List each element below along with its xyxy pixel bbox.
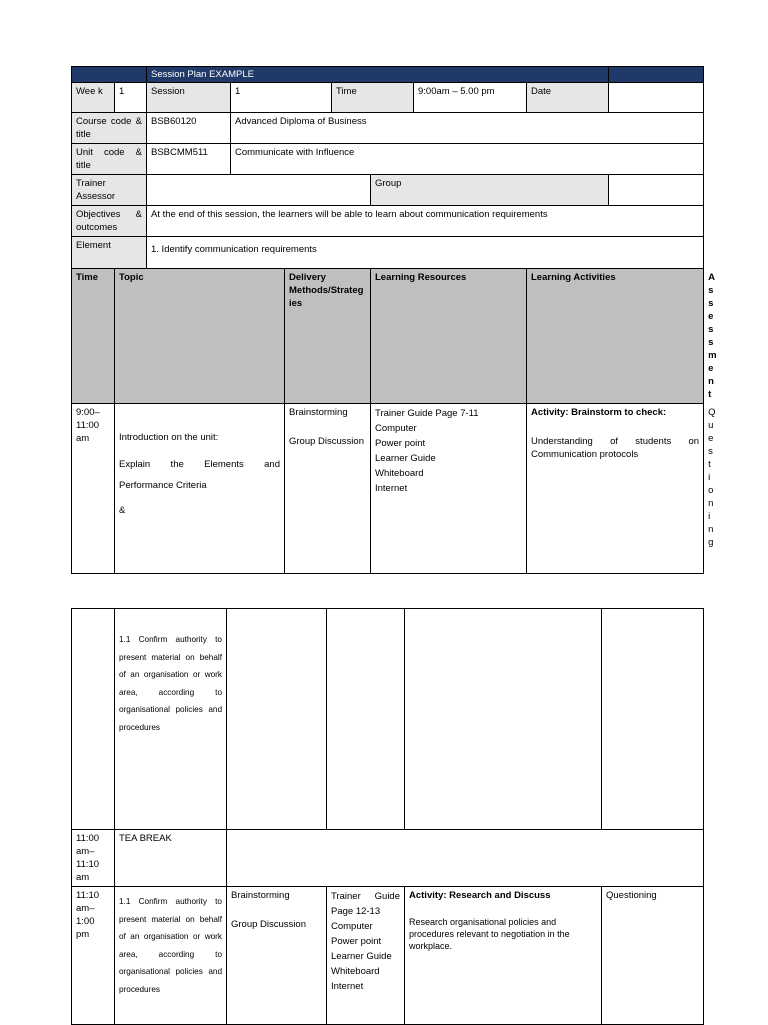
resource-item: Trainer Guide Page 7-11 — [375, 408, 479, 419]
week-row — [72, 83, 704, 113]
session-plan-table-bottom — [71, 608, 704, 1025]
unit-row — [72, 144, 704, 175]
resource-item: Learner Guide — [375, 453, 436, 464]
delivery-brainstorming: Brainstorming — [231, 890, 290, 901]
row1-resources — [371, 404, 527, 574]
group-value — [609, 175, 704, 206]
course-code: BSB60120 — [147, 113, 231, 144]
row3-topic: TEA BREAK — [115, 830, 227, 887]
unit-label: Unit code & title — [72, 144, 147, 175]
week-label: Wee k — [72, 83, 115, 113]
element-value: 1. Identify communication requirements — [147, 237, 704, 269]
topic-amp: & — [119, 505, 126, 516]
objectives-value: At the end of this session, the learners will be able to learn about communication requirements — [147, 206, 704, 237]
col-time: Time — [72, 269, 115, 404]
resource-item: Computer — [331, 921, 373, 932]
objectives-label: Objectives & outcomes — [72, 206, 147, 237]
row1-delivery — [285, 404, 371, 574]
col-activities: Learning Activities — [527, 269, 704, 404]
activity-text: Understanding of students on Communication protocols — [531, 436, 700, 460]
resource-item: Learner Guide — [331, 951, 392, 962]
row4-activities — [405, 887, 602, 1025]
objectives-row — [72, 206, 704, 237]
row1-time: 9:00– 11:00 am — [72, 404, 115, 574]
resource-item: Power point — [375, 438, 426, 449]
trainer-value — [147, 175, 371, 206]
session-plan-table-top — [71, 66, 717, 574]
row1-topic — [115, 404, 285, 574]
row4-delivery — [227, 887, 327, 1025]
table-row — [72, 609, 704, 830]
row1-activities — [527, 404, 704, 574]
row4-time: 11:10 am– 1:00 pm — [72, 887, 115, 1025]
delivery-group-discussion: Group Discussion — [231, 919, 306, 930]
activity-title: Activity: Brainstorm to check: — [531, 407, 667, 418]
session-label: Session — [147, 83, 231, 113]
resource-item: Whiteboard — [375, 468, 424, 479]
delivery-group-discussion: Group Discussion — [289, 436, 364, 447]
table-row — [72, 887, 704, 1025]
resource-item: Computer — [375, 423, 417, 434]
resource-item: Internet — [375, 483, 408, 494]
row4-resources — [327, 887, 405, 1025]
session-plan-title: Session Plan EXAMPLE — [147, 67, 609, 83]
row4-assessment: Questioning — [602, 887, 704, 1025]
unit-title: Communicate with Influence — [231, 144, 704, 175]
group-label: Group — [371, 175, 609, 206]
topic-explain: Explain the Elements and Performance Criteria — [119, 459, 280, 491]
course-label: Course code & title — [72, 113, 147, 144]
col-topic: Topic — [115, 269, 285, 404]
row3-time: 11:00 am– 11:10 am — [72, 830, 115, 887]
element-row — [72, 237, 704, 269]
trainer-label: Trainer Assessor — [72, 175, 147, 206]
date-label: Date — [527, 83, 609, 113]
resource-item: Whiteboard — [331, 966, 380, 977]
resource-item: Internet — [331, 981, 364, 992]
col-resources: Learning Resources — [371, 269, 527, 404]
col-delivery: Delivery Methods/Strategies — [285, 269, 371, 404]
table-row — [72, 830, 704, 887]
element-label: Element — [72, 237, 147, 269]
column-header-row: Time Topic Delivery Methods/Strategies Learning Resources Learning Activities Assessment — [72, 269, 704, 404]
time-label: Time — [332, 83, 414, 113]
session-value: 1 — [231, 83, 332, 113]
trainer-row — [72, 175, 704, 206]
resource-item: Trainer Guide Page 12-13 — [331, 891, 400, 917]
course-title: Advanced Diploma of Business — [231, 113, 704, 144]
delivery-brainstorming: Brainstorming — [289, 407, 348, 418]
title-row — [72, 67, 704, 83]
resource-item: Power point — [331, 936, 382, 947]
course-row — [72, 113, 704, 144]
date-value — [609, 83, 704, 113]
week-value: 1 — [115, 83, 147, 113]
topic-intro: Introduction on the unit: — [119, 432, 219, 443]
activity-title: Activity: Research and Discuss — [409, 890, 551, 901]
time-value: 9:00am – 5.00 pm — [414, 83, 527, 113]
unit-code: BSBCMM511 — [147, 144, 231, 175]
row4-topic: 1.1 Confirm authority to present material on behalf of an organisation or work area, according to organisational policies and procedures — [115, 887, 227, 1025]
row2-topic: 1.1 Confirm authority to present material on behalf of an organisation or work area, according to organisational policies and procedures — [115, 609, 227, 830]
table-row: 9:00– 11:00 am Introduction on the unit: Explain the Elements and Performance Criteria & Brainstorming Group Discussion Trainer Guide Page 7-11 Computer Power point Learner Guide Whiteboard Internet Activity: Brainstorm to check: Understanding of students on Communication protocols Questioning — [72, 404, 704, 574]
activity-text: Research organisational policies and procedures relevant to negotiation in the workplace. — [409, 917, 570, 951]
